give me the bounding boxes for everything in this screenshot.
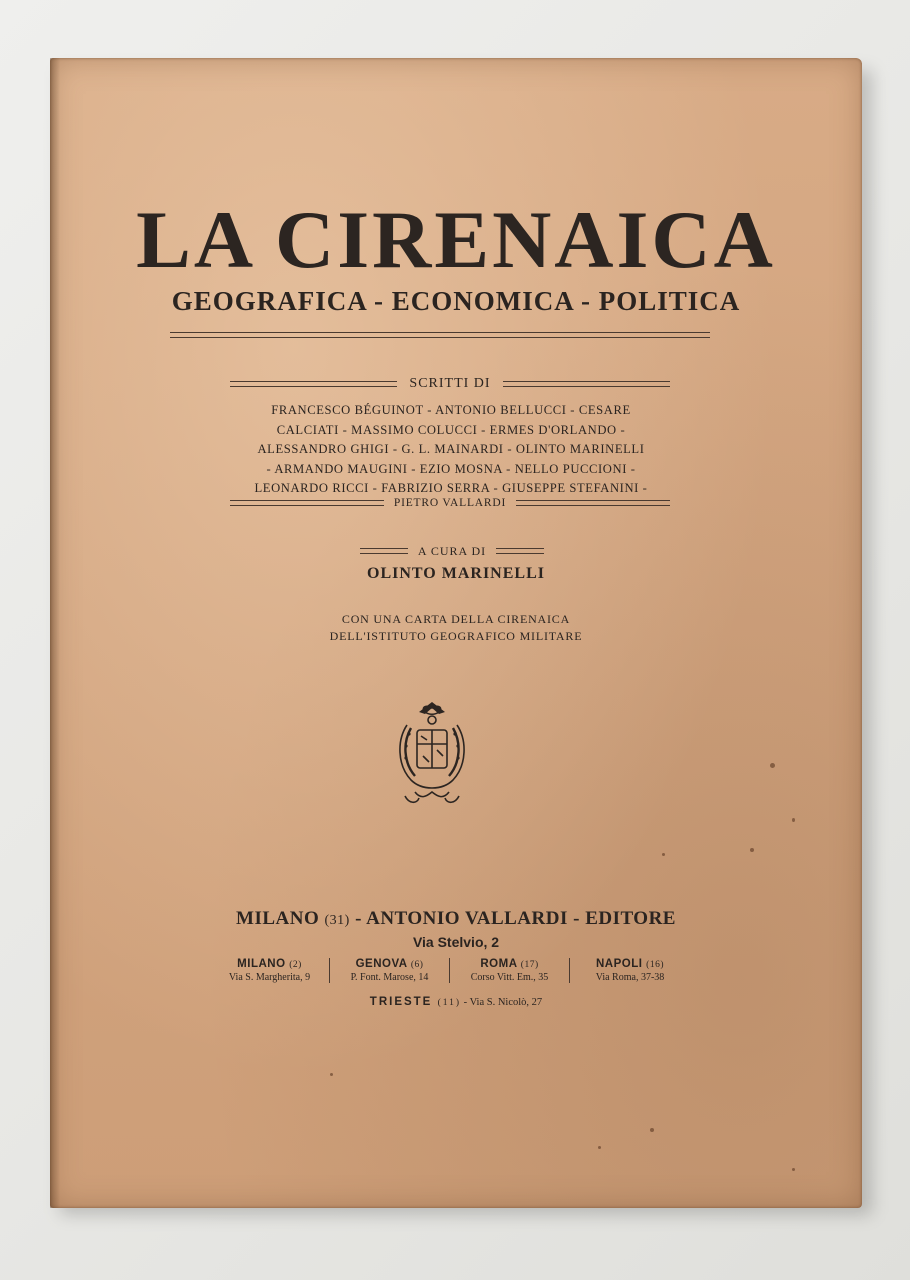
authors-line: ALESSANDRO GHIGI - G. L. MAINARDI - OLINTO MARINELLI [257,442,645,456]
map-note-line: DELL'ISTITUTO GEOGRAFICO MILITARE [329,629,583,643]
book-cover [50,58,862,1208]
branch-address: P. Font. Marose, 14 [350,972,429,983]
publisher-address: Via Stelvio, 2 [412,934,500,950]
map-note-line: CON UNA CARTA DELLA CIRENAICA [341,612,571,626]
publisher-emblem-icon [387,700,477,810]
ornament-line-right [516,500,670,506]
branch-address: Via S. Nicolò, 27 [469,997,543,1008]
scritti-label: SCRITTI DI [409,376,491,391]
ornament-line-left [360,548,408,554]
publisher-name: ANTONIO VALLARDI [366,908,568,929]
foxing-spot [750,848,754,852]
cura-label: A CURA DI [417,543,487,558]
publisher-line [50,908,862,930]
branches-list [210,958,690,983]
last-author-row [230,495,670,511]
branch-code: (2) [289,960,302,970]
authors-list [228,401,674,499]
publisher-city: MILANO [236,908,320,929]
branch-code: (11) [437,998,462,1008]
foxing-spot [662,853,665,856]
ornament-line-left [230,500,384,506]
publisher-role: EDITORE [585,908,676,929]
branch-code: (17) [520,960,539,970]
branch-address: Via S. Margherita, 9 [228,972,311,983]
authors-line: LEONARDO RICCI - FABRIZIO SERRA - GIUSEPPE STEFANINI - [254,481,648,495]
last-author: PIETRO VALLARDI [393,497,507,509]
branch-city: TRIESTE [369,996,433,1008]
foxing-spot [770,763,775,768]
ornament-line-right [496,548,544,554]
curator-name: OLINTO MARINELLI [367,565,545,582]
branch-address: Corso Vitt. Em., 35 [470,972,549,983]
trieste-branch [50,996,862,1008]
scritti-heading [230,375,670,393]
ornament-line-right [503,381,670,387]
branch-item [330,958,450,983]
foxing-spot [792,1168,795,1171]
publisher-city-code: (31) [324,913,350,928]
map-note [50,611,862,645]
branch-city: MILANO [237,958,286,970]
foxing-spot [650,1128,654,1132]
branch-item [210,958,330,983]
cura-heading [332,543,572,559]
authors-line: CALCIATI - MASSIMO COLUCCI - ERMES D'ORLANDO - [276,422,626,437]
foxing-spot [598,1146,601,1149]
branch-address: Via Roma, 37-38 [595,972,665,983]
foxing-spot [792,818,795,822]
branch-item [570,958,690,983]
ornament-line-left [230,381,397,387]
publisher-sep: - [573,908,580,929]
branch-city: NAPOLI [596,958,643,970]
branch-sep: - [463,997,468,1008]
branch-city: GENOVA [355,958,408,970]
book-title: LA CIRENAICA [136,194,776,285]
branch-item [450,958,570,983]
book-subtitle: GEOGRAFICA - ECONOMICA - POLITICA [171,286,741,316]
title-rule [170,332,710,338]
publisher-sep: - [355,908,362,929]
branch-code: (16) [646,960,664,970]
authors-line: FRANCESCO BÉGUINOT - ANTONIO BELLUCCI - CESARE [271,403,631,417]
branch-code: (6) [410,960,424,970]
branch-city: ROMA [480,958,518,970]
authors-line: - ARMANDO MAUGINI - EZIO MOSNA - NELLO PUCCIONI - [266,461,636,476]
foxing-spot [330,1073,333,1076]
